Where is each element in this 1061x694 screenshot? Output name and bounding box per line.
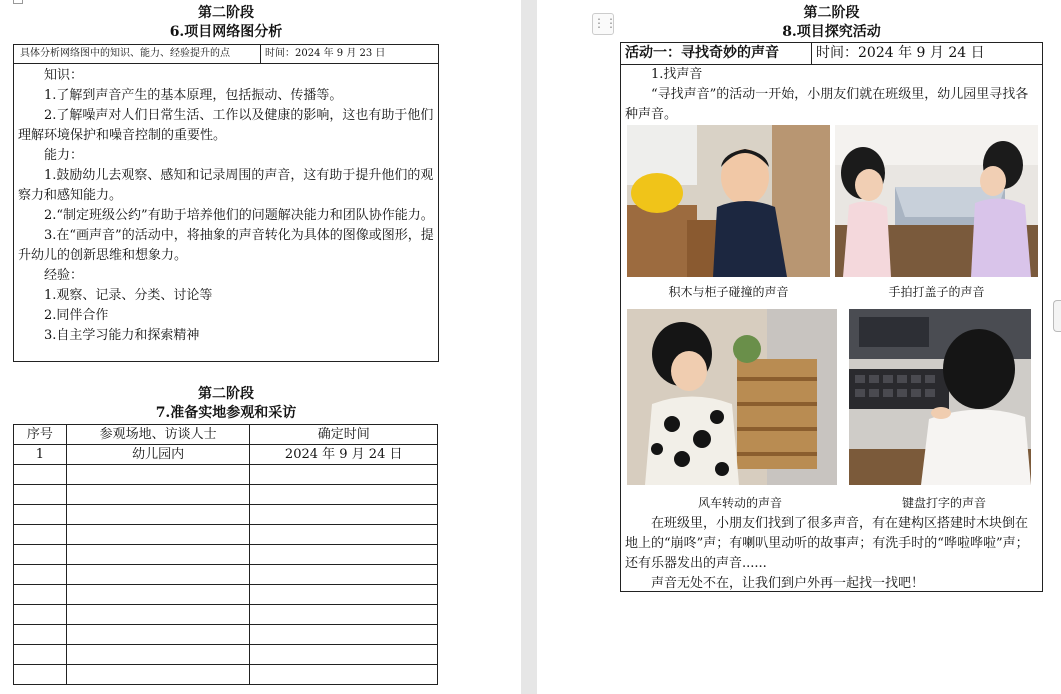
- analysis-line: 2.同伴合作: [44, 308, 109, 323]
- grid-handle-icon[interactable]: ⋮⋮: [592, 13, 614, 35]
- left-page: [0, 0, 521, 694]
- knowledge-heading: 知识：: [44, 68, 84, 83]
- table-cell: 1: [14, 445, 67, 465]
- table-row: [14, 625, 438, 645]
- table-row: [14, 445, 438, 465]
- analysis-line: 2.“制定班级公约”有助于培养他们的问题解决能力和团队协作能力。: [44, 208, 434, 223]
- table-cell: [250, 585, 438, 605]
- photo-windmill: [627, 309, 837, 485]
- table-cell: [66, 645, 250, 665]
- table-row: [14, 485, 438, 505]
- activity-header: [621, 43, 1042, 65]
- photo-keyboard: [849, 309, 1031, 485]
- right-page: [537, 0, 1061, 694]
- table-header-row: [14, 425, 438, 445]
- table-row: [14, 465, 438, 485]
- table-cell: [14, 465, 67, 485]
- stage-heading: 第二阶段: [198, 386, 254, 402]
- table-cell: [250, 665, 438, 685]
- table-cell: [250, 505, 438, 525]
- intro-line: 1.找声音: [651, 67, 703, 82]
- table-row: [14, 605, 438, 625]
- table-cell: [14, 605, 67, 625]
- experience-heading: 经验：: [44, 268, 84, 283]
- table-cell: [250, 525, 438, 545]
- table-cell: [14, 545, 67, 565]
- table-cell: [250, 605, 438, 625]
- intro-line: “寻找声音”的活动一开始，小朋友们就在班级里，幼儿园里寻找各种声音。: [625, 87, 1029, 122]
- photo-caption: 手拍打盖子的声音: [888, 285, 985, 299]
- table-cell: [14, 585, 67, 605]
- column-header: 序号: [14, 425, 67, 445]
- section-title: 8.项目探究活动: [782, 24, 881, 40]
- table-cell: [250, 625, 438, 645]
- table-cell: [14, 525, 67, 545]
- table-cell: [66, 585, 250, 605]
- analysis-box-header: [14, 45, 438, 64]
- table-cell: [250, 545, 438, 565]
- table-row: [14, 545, 438, 565]
- table-cell: [66, 505, 250, 525]
- table-cell: [66, 465, 250, 485]
- table-row: [14, 665, 438, 685]
- analysis-line: 1.了解到声音产生的基本原理，包括振动、传播等。: [44, 88, 343, 103]
- analysis-time: 时间：2024 年 9 月 23 日: [265, 48, 386, 59]
- outro-line: 声音无处不在，让我们到户外再一起找一找吧！: [651, 576, 925, 591]
- table-cell: [250, 485, 438, 505]
- analysis-subject: 具体分析网络图中的知识、能力、经验提升的点: [14, 45, 261, 63]
- table-cell: [14, 665, 67, 685]
- table-cell: [250, 465, 438, 485]
- table-cell: [14, 565, 67, 585]
- table-row: [14, 565, 438, 585]
- table-cell: [66, 625, 250, 645]
- stage-heading: 第二阶段: [198, 5, 254, 21]
- table-row: [14, 505, 438, 525]
- stage-heading: 第二阶段: [803, 5, 860, 21]
- table-cell: 2024 年 9 月 24 日: [250, 445, 438, 465]
- photo-caption: 键盘打字的声音: [901, 496, 986, 510]
- visit-table: [13, 424, 438, 685]
- table-cell: [14, 505, 67, 525]
- activity-name: 活动一：寻找奇妙的声音: [621, 43, 812, 64]
- table-cell: [14, 485, 67, 505]
- table-row: [14, 525, 438, 545]
- section-title: 7.准备实地参观和采访: [155, 405, 297, 421]
- table-cell: [66, 485, 250, 505]
- outro-line: 在班级里，小朋友们找到了很多声音，有在建构区搭建时木块倒在地上的“崩咚”声；有喇叭里动听的故事声；有洗手时的“哗啦哗啦”声；还有乐器发出的声音......: [625, 516, 1029, 571]
- column-header: 确定时间: [250, 425, 438, 445]
- activity-time: 时间：2024 年 9 月 24 日: [816, 45, 985, 61]
- table-cell: 幼儿园内: [66, 445, 250, 465]
- table-cell: [250, 645, 438, 665]
- analysis-line: 3.自主学习能力和探索精神: [44, 328, 200, 343]
- table-cell: [66, 605, 250, 625]
- activity-box: [620, 42, 1043, 592]
- photo-caption: 积木与柜子碰撞的声音: [668, 285, 789, 299]
- photo-hand-lid: [835, 125, 1038, 277]
- photo-caption: 风车转动的声音: [697, 496, 782, 510]
- table-cell: [250, 565, 438, 585]
- table-cell: [66, 565, 250, 585]
- side-panel-tab[interactable]: [1053, 300, 1061, 332]
- table-cell: [14, 645, 67, 665]
- table-row: [14, 645, 438, 665]
- analysis-box: [13, 44, 439, 362]
- analysis-body: [14, 64, 438, 346]
- table-cell: [14, 625, 67, 645]
- activity-intro: [621, 65, 1042, 125]
- column-header: 参观场地、访谈人士: [66, 425, 250, 445]
- table-cell: [66, 545, 250, 565]
- page-gutter: [521, 0, 537, 694]
- table-row: [14, 585, 438, 605]
- analysis-line: 3.在“画声音”的活动中，将抽象的声音转化为具体的图像或图形，提升幼儿的创新思维和想象力。: [18, 228, 434, 263]
- photo-blocks-cabinet: [627, 125, 830, 277]
- activity-outro: [621, 514, 1044, 594]
- analysis-line: 1.观察、记录、分类、讨论等: [44, 288, 213, 303]
- page-corner-mark: [13, 0, 23, 4]
- analysis-line: 2.了解噪声对人们日常生活、工作以及健康的影响，这也有助于他们理解环境保护和噪音控制的重要性。: [18, 108, 434, 143]
- analysis-line: 1.鼓励幼儿去观察、感知和记录周围的声音，这有助于提升他们的观察力和感知能力。: [18, 168, 434, 203]
- section-title: 6.项目网络图分析: [169, 24, 283, 40]
- table-cell: [66, 525, 250, 545]
- ability-heading: 能力：: [44, 148, 84, 163]
- table-cell: [66, 665, 250, 685]
